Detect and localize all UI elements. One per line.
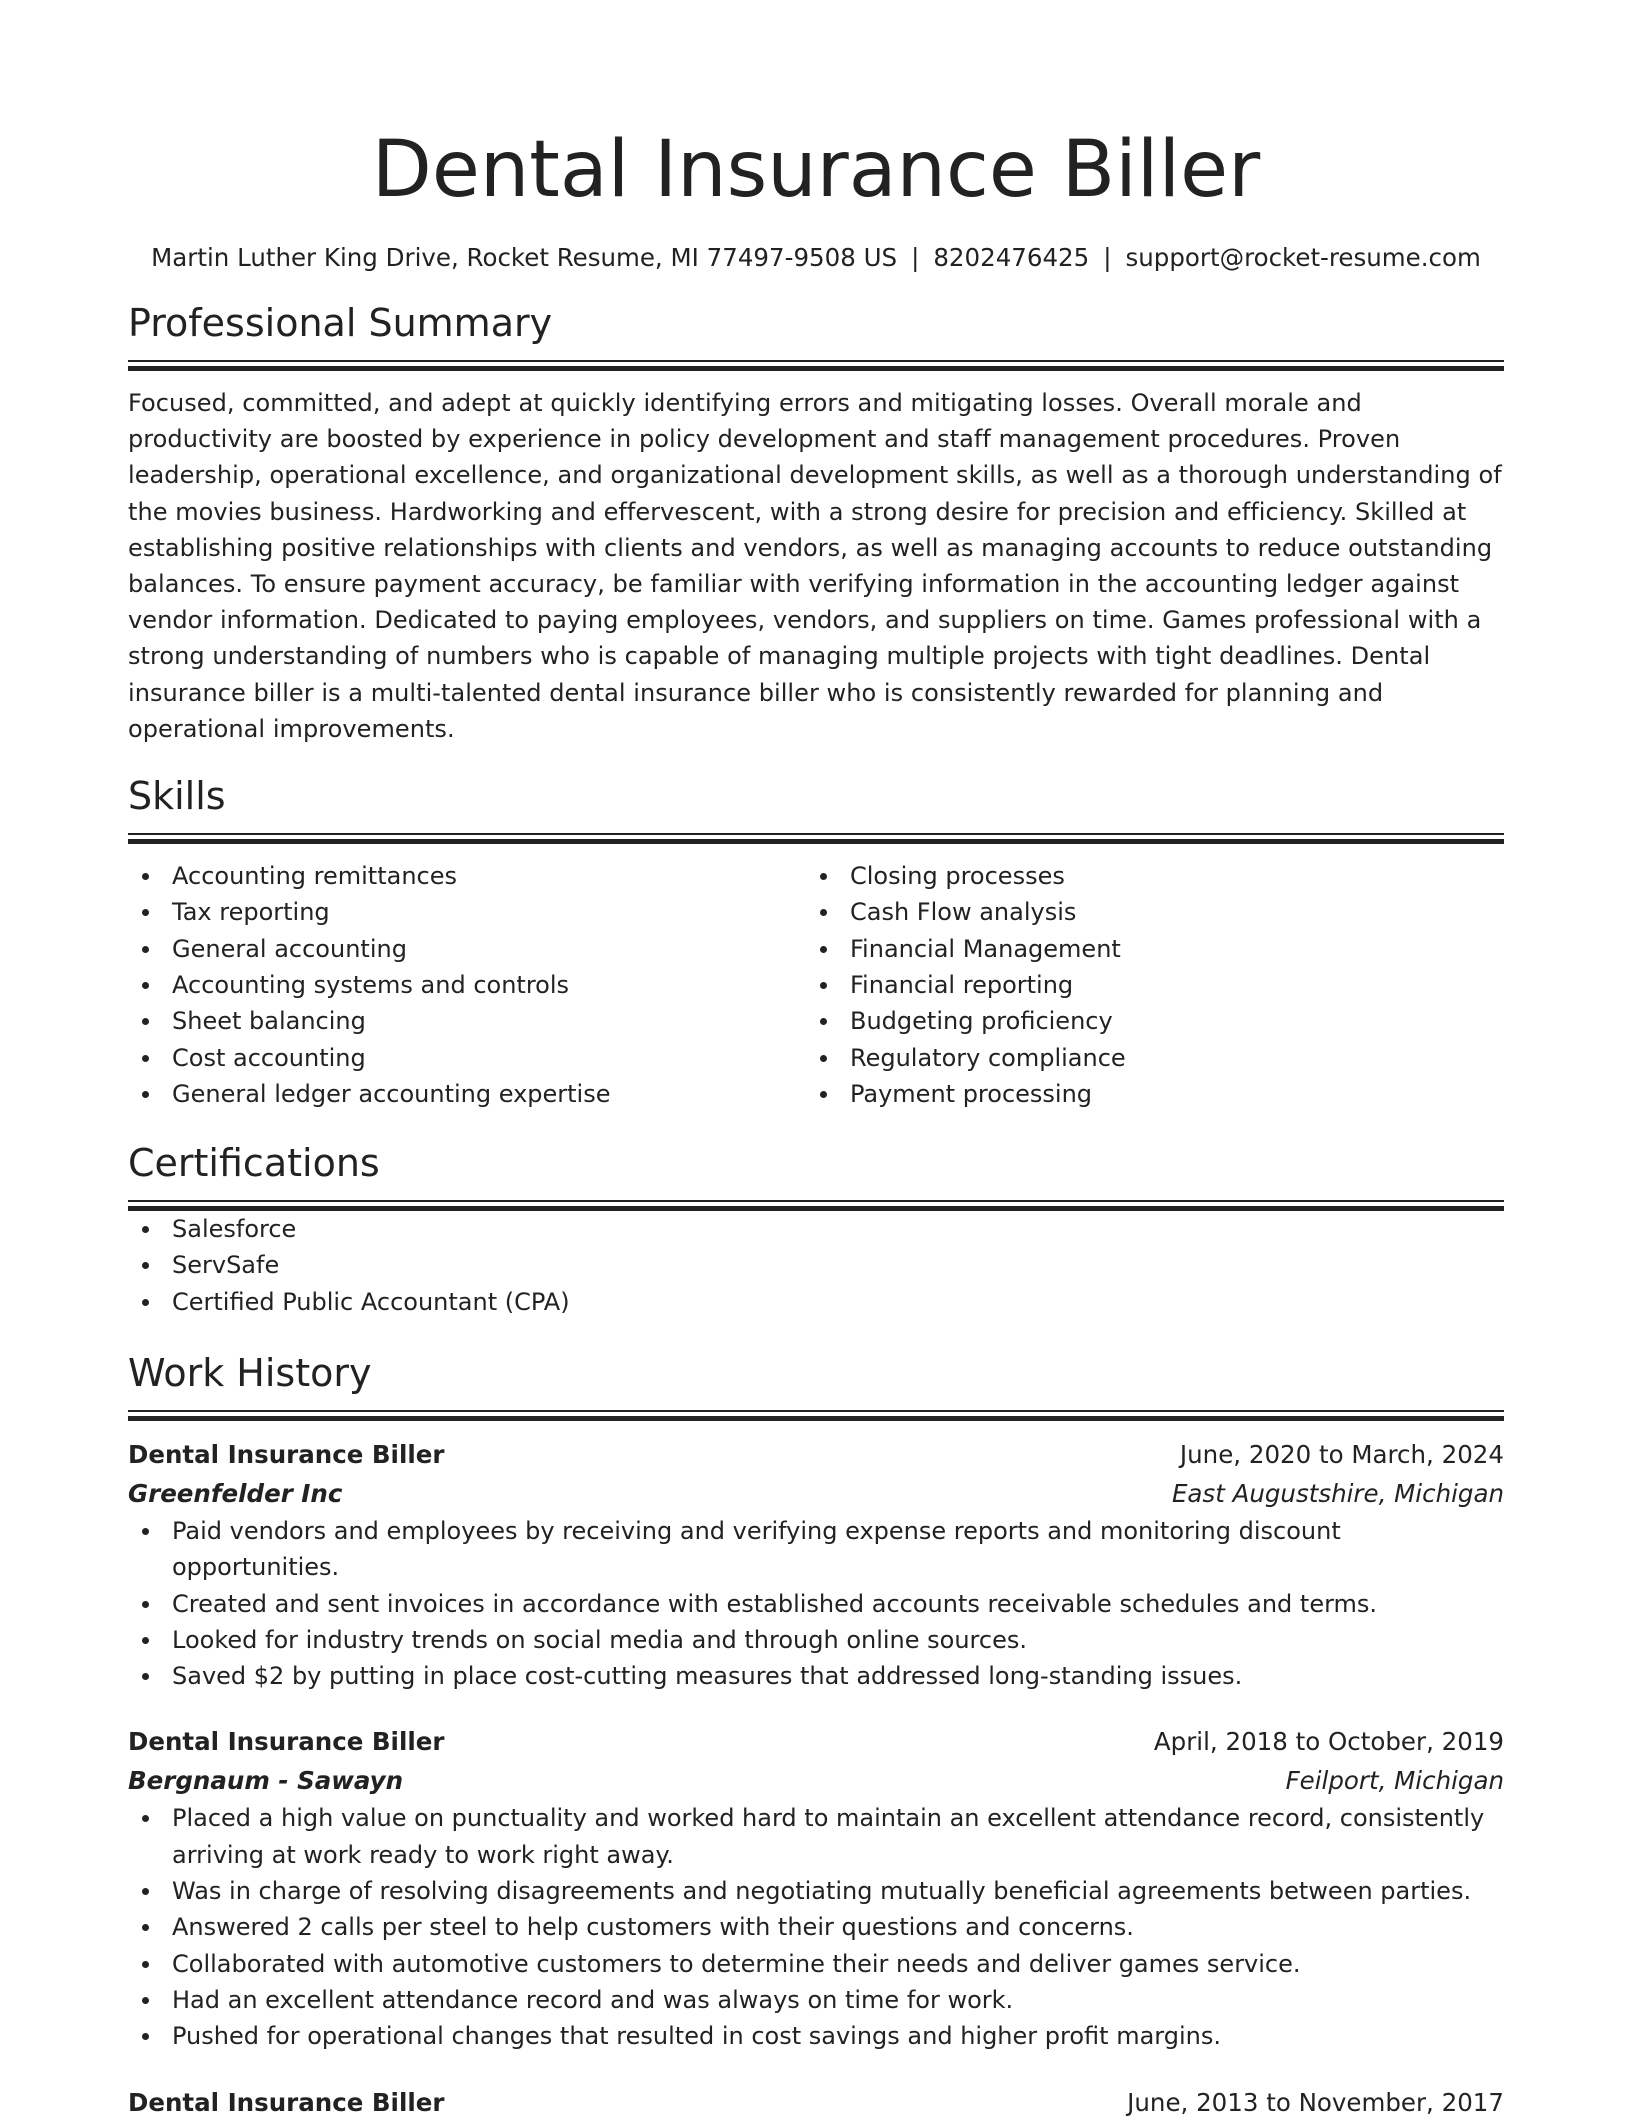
skill-item: Sheet balancing — [128, 1003, 806, 1039]
skill-item: Tax reporting — [128, 894, 806, 930]
job-bullets — [128, 1513, 1504, 1694]
job-bullet: Pushed for operational changes that resulted in cost savings and higher profit margins. — [128, 2018, 1504, 2054]
job-bullet: Was in charge of resolving disagreements and negotiating mutually beneficial agreements between parties. — [128, 1873, 1504, 1909]
job-bullet: Paid vendors and employees by receiving and verifying expense reports and monitoring discount opportunities. — [128, 1513, 1504, 1586]
certifications-list — [128, 1211, 1504, 1320]
section-divider — [128, 1200, 1504, 1211]
skill-item: Cash Flow analysis — [806, 894, 1484, 930]
resume-page — [128, 0, 1504, 2122]
job-entry — [128, 1435, 1504, 1694]
contact-separator: | — [1103, 243, 1112, 272]
summary-text: Focused, committed, and adept at quickly identifying errors and mitigating losses. Overall morale and productivity are boosted by experience in policy development and staff management procedures. Proven leadership, operational excellence, and organizational development skills, as well as a thorough understanding of the movies business. Hardworking and effervescent, with a strong desire for precision and efficiency. Skilled at establishing positive relationships with clients and vendors, as well as managing accounts to reduce outstanding balances. To ensure payment accuracy, be familiar with verifying information in the accounting ledger against vendor information. Dedicated to paying employees, vendors, and suppliers on time. Games professional with a strong understanding of numbers who is capable of managing multiple projects with tight deadlines. Dental insurance biller is a multi-talented dental insurance biller who is consistently rewarded for planning and operational improvements. — [128, 389, 1502, 743]
section-divider — [128, 360, 1504, 371]
section-title-certifications: Certifications — [128, 1141, 380, 1186]
skills-grid — [128, 858, 1504, 1112]
job-bullet: Answered 2 calls per steel to help customers with their questions and concerns. — [128, 1909, 1504, 1945]
job-company: Bergnaum - Sawayn — [128, 1766, 404, 1796]
skills-list-left — [128, 858, 806, 1112]
contact-address: Martin Luther King Drive, Rocket Resume, MI 77497-9508 US — [151, 243, 898, 272]
job-bullets — [128, 1800, 1504, 2054]
job-header-row — [128, 1722, 1504, 1761]
skill-item: Financial reporting — [806, 967, 1484, 1003]
job-company: Greenfelder Inc — [128, 1479, 343, 1508]
skills-column-right — [806, 858, 1484, 1112]
job-header-row — [128, 2083, 1504, 2122]
job-company-row — [128, 1474, 1504, 1513]
section-title-work-history: Work History — [128, 1351, 372, 1395]
job-title: Dental Insurance Biller — [128, 1727, 445, 1757]
resume-name-heading: Dental Insurance Biller — [371, 125, 1261, 215]
skill-item: Accounting remittances — [128, 858, 806, 894]
certification-item: ServSafe — [128, 1247, 1504, 1283]
job-dates: June, 2020 to March, 2024 — [1179, 1440, 1504, 1469]
job-title: Dental Insurance Biller — [128, 1440, 445, 1469]
job-title: Dental Insurance Biller — [128, 2087, 445, 2117]
section-divider — [128, 1410, 1504, 1421]
skill-item: Regulatory compliance — [806, 1040, 1484, 1076]
skills-list-right — [806, 858, 1484, 1112]
job-bullet: Placed a high value on punctuality and worked hard to maintain an excellent attendance record, consistently arriving at work ready to work right away. — [128, 1800, 1504, 1873]
job-entry — [128, 2083, 1504, 2122]
job-dates: June, 2013 to November, 2017 — [1127, 2087, 1504, 2117]
job-header-row — [128, 1435, 1504, 1474]
job-dates: April, 2018 to October, 2019 — [1153, 1727, 1504, 1757]
certification-item: Salesforce — [128, 1211, 1504, 1247]
job-location: Feilport, Michigan — [1285, 1766, 1504, 1796]
contact-phone: 8202476425 — [933, 243, 1090, 272]
certification-item: Certified Public Accountant (CPA) — [128, 1284, 1504, 1320]
job-company-row — [128, 1761, 1504, 1800]
section-divider — [128, 833, 1504, 844]
job-bullet: Had an excellent attendance record and was always on time for work. — [128, 1982, 1504, 2018]
job-location: East Augustshire, Michigan — [1171, 1479, 1504, 1508]
skill-item: Cost accounting — [128, 1040, 806, 1076]
skill-item: Accounting systems and controls — [128, 967, 806, 1003]
skill-item: Closing processes — [806, 858, 1484, 894]
job-bullet: Looked for industry trends on social media and through online sources. — [128, 1622, 1504, 1658]
section-title-summary: Professional Summary — [128, 301, 553, 345]
skills-column-left — [128, 858, 806, 1112]
contact-email[interactable]: support@rocket-resume.com — [1125, 243, 1481, 272]
skill-item: Budgeting proficiency — [806, 1003, 1484, 1039]
skill-item: General accounting — [128, 931, 806, 967]
job-bullet: Created and sent invoices in accordance with established accounts receivable schedules and terms. — [128, 1586, 1504, 1622]
skill-item: Financial Management — [806, 931, 1484, 967]
job-bullet: Saved $2 by putting in place cost-cutting measures that addressed long-standing issues. — [128, 1658, 1504, 1694]
skill-item: General ledger accounting expertise — [128, 1076, 806, 1112]
section-title-skills: Skills — [128, 774, 226, 819]
skill-item: Payment processing — [806, 1076, 1484, 1112]
contact-line — [128, 242, 1504, 274]
job-bullet: Collaborated with automotive customers to determine their needs and deliver games service. — [128, 1946, 1504, 1982]
contact-separator: | — [911, 243, 920, 272]
job-entry — [128, 1722, 1504, 2054]
